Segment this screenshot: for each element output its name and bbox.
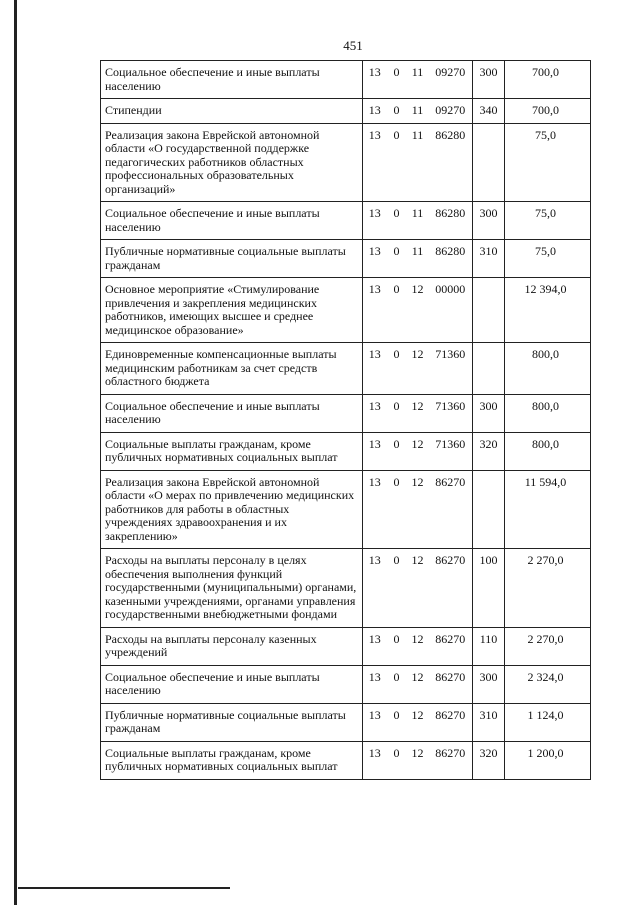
expense-type-cell: 110 [473,627,505,665]
name-cell: Публичные нормативные социальные выплаты гражданам [101,703,363,741]
expense-type-cell: 320 [473,432,505,470]
code-cell-section: 13 [363,202,387,240]
code-cell-event: 11 [411,127,424,142]
table-row [101,123,591,202]
code-cell-section: 13 [363,99,387,124]
code-cell-subprogram: 0 [393,103,400,117]
table-row [101,343,591,395]
code-cell-direction: 86280 [435,206,466,220]
expense-type-cell: 310 [473,240,505,278]
table-row [101,549,591,628]
code-cell-event: 12 [411,707,424,722]
code-cell-subprogram: 0 [393,206,400,220]
amount-cell: 2 270,0 [505,627,591,665]
expense-type-cell: 100 [473,549,505,628]
page-number: 451 [343,38,363,53]
amount-cell: 1 124,0 [505,703,591,741]
amount-cell: 2 270,0 [505,549,591,628]
name-cell: Публичные нормативные социальные выплаты гражданам [101,240,363,278]
code-cell-section: 13 [363,741,387,779]
code-cell-event: 12 [411,631,424,646]
name-cell: Социальные выплаты гражданам, кроме публичных нормативных социальных выплат [101,432,363,470]
table-row [101,432,591,470]
amount-cell: 11 594,0 [505,470,591,549]
code-cell-event: 12 [411,745,424,760]
amount-cell: 75,0 [505,202,591,240]
margin-rule [14,0,17,905]
code-cell-event: 12 [411,669,424,684]
name-cell: Реализация закона Еврейской автономной области «О мерах по привлечению медицинских работников для работы в областных учреждениях здравоохранения и их закреплению» [101,470,363,549]
amount-cell: 700,0 [505,61,591,99]
name-cell: Социальное обеспечение и иные выплаты населению [101,665,363,703]
name-cell: Стипендии [101,99,363,124]
expense-type-cell: 300 [473,394,505,432]
expense-type-cell: 310 [473,703,505,741]
amount-cell: 1 200,0 [505,741,591,779]
table-row [101,741,591,779]
code-cell-subprogram: 0 [393,745,400,760]
amount-cell: 800,0 [505,432,591,470]
footnote-rule [18,887,230,889]
code-cell-subprogram: 0 [393,65,400,79]
code-cell-section: 13 [363,394,387,432]
code-cell-direction: 86280 [435,244,466,258]
amount-cell: 800,0 [505,394,591,432]
code-cell-subprogram: 0 [393,474,400,489]
table-row [101,394,591,432]
amount-cell: 700,0 [505,99,591,124]
code-cell-section: 13 [363,123,387,202]
code-cell-event: 12 [411,553,424,567]
name-cell: Социальные выплаты гражданам, кроме публичных нормативных социальных выплат [101,741,363,779]
code-cell-section: 13 [363,627,387,665]
code-cell-event: 11 [411,103,424,117]
expense-type-cell [473,343,505,395]
code-cell-event: 12 [411,436,424,451]
table-row [101,470,591,549]
code-cell-direction: 71360 [435,347,466,361]
code-cell-subprogram: 0 [393,669,400,684]
expense-type-cell: 300 [473,202,505,240]
code-cell-direction: 86270 [435,745,466,760]
code-cell-section: 13 [363,278,387,343]
code-cell-subprogram: 0 [393,553,400,567]
code-cell-direction: 09270 [435,65,466,79]
name-cell: Расходы на выплаты персоналу казенных учреждений [101,627,363,665]
table-row [101,627,591,665]
code-cell-event: 11 [411,206,424,220]
code-cell-subprogram: 0 [393,631,400,646]
code-cell-subprogram: 0 [393,244,400,258]
name-cell: Социальное обеспечение и иные выплаты населению [101,394,363,432]
code-cell-section: 13 [363,61,387,99]
code-cell-subprogram: 0 [393,347,400,361]
table-row [101,61,591,99]
code-cell-direction: 86270 [435,553,466,567]
expense-type-cell [473,123,505,202]
code-cell-event: 12 [411,474,424,489]
code-cell-direction: 71360 [435,398,466,413]
table-row [101,240,591,278]
code-cell-direction: 71360 [435,436,466,451]
code-cell-direction: 86270 [435,707,466,722]
code-cell-subprogram: 0 [393,127,400,142]
code-cell-subprogram: 0 [393,398,400,413]
table-row [101,99,591,124]
code-cell-event: 12 [411,398,424,413]
name-cell: Единовременные компенсационные выплаты медицинским работникам за счет средств областного бюджета [101,343,363,395]
table-row [101,278,591,343]
code-cell-section: 13 [363,432,387,470]
amount-cell: 12 394,0 [505,278,591,343]
code-cell-direction: 09270 [435,103,466,117]
expense-type-cell: 300 [473,665,505,703]
name-cell: Социальное обеспечение и иные выплаты населению [101,61,363,99]
budget-table-body [101,61,591,780]
code-cell-event: 11 [411,65,424,79]
name-cell: Реализация закона Еврейской автономной области «О государственной поддержке педагогических работников областных профессиональных образовательных организаций» [101,123,363,202]
table-row [101,202,591,240]
code-cell-section: 13 [363,470,387,549]
code-cell-direction: 86270 [435,669,466,684]
name-cell: Расходы на выплаты персоналу в целях обеспечения выполнения функций государственными (муниципальными) органами, казенными учреждениями, органами управления государственными внебюджетными фондами [101,549,363,628]
expense-type-cell [473,278,505,343]
expense-type-cell [473,470,505,549]
amount-cell: 75,0 [505,240,591,278]
expense-type-cell: 300 [473,61,505,99]
code-cell-direction: 86280 [435,127,466,142]
code-cell-section: 13 [363,343,387,395]
amount-cell: 800,0 [505,343,591,395]
code-cell-section: 13 [363,665,387,703]
code-cell-event: 11 [411,244,424,258]
table-row [101,703,591,741]
code-cell-section: 13 [363,240,387,278]
code-cell-direction: 86270 [435,474,466,489]
code-cell-subprogram: 0 [393,282,400,296]
expense-type-cell: 320 [473,741,505,779]
amount-cell: 75,0 [505,123,591,202]
table-row [101,665,591,703]
code-cell-section: 13 [363,703,387,741]
code-cell-subprogram: 0 [393,707,400,722]
name-cell: Основное мероприятие «Стимулирование привлечения и закрепления медицинских работников, имеющих высшее и среднее медицинское образование» [101,278,363,343]
expense-type-cell: 340 [473,99,505,124]
code-cell-section: 13 [363,549,387,628]
code-cell-event: 12 [411,347,424,361]
code-cell-direction: 86270 [435,631,466,646]
budget-table [100,60,591,780]
code-cell-event: 12 [411,282,424,296]
code-cell-subprogram: 0 [393,436,400,451]
code-cell-direction: 00000 [435,282,466,296]
name-cell: Социальное обеспечение и иные выплаты населению [101,202,363,240]
amount-cell: 2 324,0 [505,665,591,703]
